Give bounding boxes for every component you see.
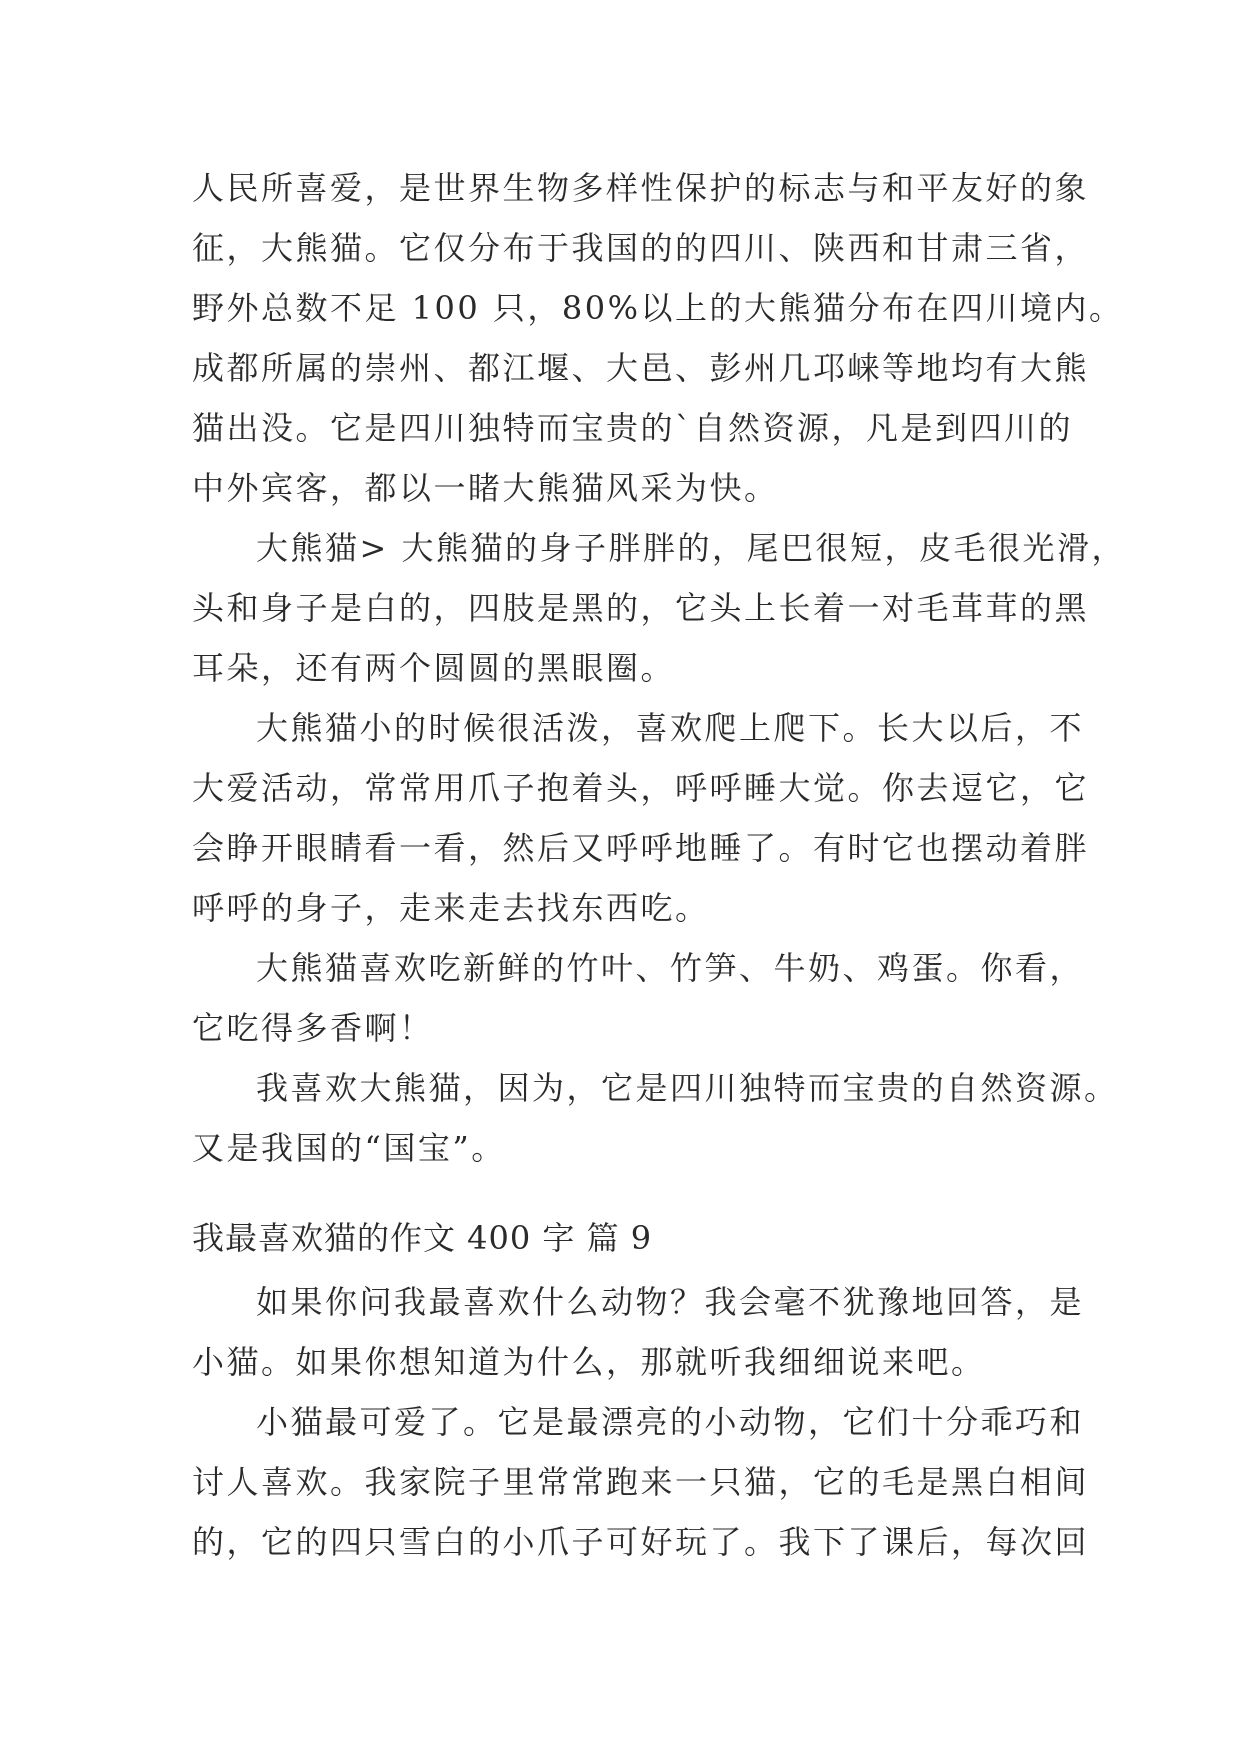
paragraph-first-line: 大熊猫喜欢吃新鲜的竹叶、竹笋、牛奶、鸡蛋。你看，: [256, 949, 1085, 987]
text-line: 成都所属的崇州、都江堰、大邑、彭州几邛崃等地均有大熊: [192, 349, 1090, 387]
paragraph-first-line: 大熊猫> 大熊猫的身子胖胖的，尾巴很短，皮毛很光滑，: [256, 529, 1126, 567]
text-line: 耳朵，还有两个圆圆的黑眼圈。: [192, 649, 676, 687]
paragraph-first-line: 小猫最可爱了。它是最漂亮的小动物，它们十分乖巧和: [256, 1403, 1085, 1441]
text-line: 中外宾客，都以一睹大熊猫风采为快。: [192, 469, 779, 507]
text-line: 的，它的四只雪白的小爪子可好玩了。我下了课后，每次回: [192, 1523, 1090, 1561]
text-line: 征，大熊猫。它仅分布于我国的的四川、陕西和甘肃三省，: [192, 229, 1090, 267]
body-text-section-1: [192, 158, 1126, 1178]
paragraph-first-line: 大熊猫小的时候很活泼，喜欢爬上爬下。长大以后，不: [256, 709, 1085, 747]
text-line: 头和身子是白的，四肢是黑的，它头上长着一对毛茸茸的黑: [192, 589, 1090, 627]
text-line: 野外总数不足 100 只，80%以上的大熊猫分布在四川境内。: [192, 289, 1124, 327]
body-text-section-2: [192, 1272, 1090, 1572]
text-line: 小猫。如果你想知道为什么，那就听我细细说来吧。: [192, 1343, 986, 1381]
paragraph-first-line: 如果你问我最喜欢什么动物？我会毫不犹豫地回答，是: [256, 1283, 1085, 1321]
text-line: 讨人喜欢。我家院子里常常跑来一只猫，它的毛是黑白相间: [192, 1463, 1090, 1501]
section-heading: 我最喜欢猫的作文 400 字 篇 9: [192, 1219, 653, 1257]
text-line: 它吃得多香啊！: [192, 1009, 434, 1047]
text-line: 猫出没。它是四川独特而宝贵的`自然资源，凡是到四川的: [192, 409, 1074, 447]
paragraph-first-line: 我喜欢大熊猫，因为，它是四川独特而宝贵的自然资源。: [256, 1069, 1119, 1107]
text-line: 大爱活动，常常用爪子抱着头，呼呼睡大觉。你去逗它，它: [192, 769, 1090, 807]
text-line: 人民所喜爱，是世界生物多样性保护的标志与和平友好的象: [192, 169, 1090, 207]
text-line: 呼呼的身子，走来走去找东西吃。: [192, 889, 710, 927]
text-line: 又是我国的“国宝”。: [192, 1129, 506, 1167]
text-line: 会睁开眼睛看一看，然后又呼呼地睡了。有时它也摆动着胖: [192, 829, 1090, 867]
